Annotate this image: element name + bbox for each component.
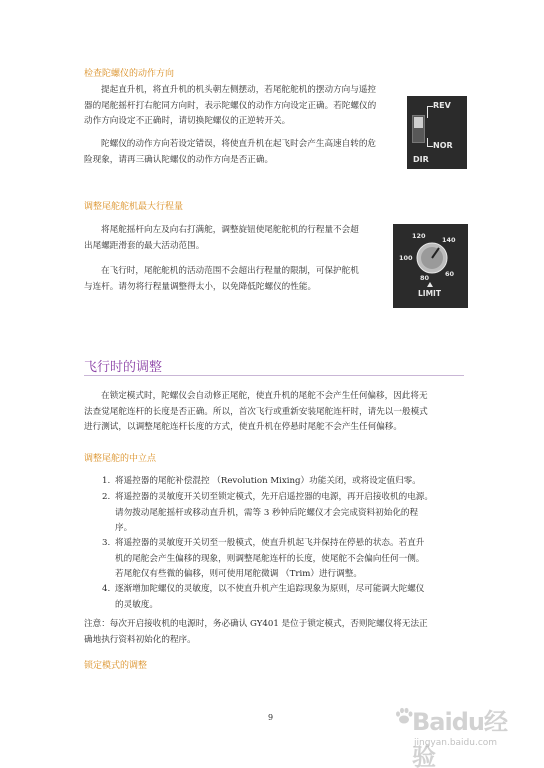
section-heading-lock-mode: 锁定模式的调整 [84,661,148,671]
list-item-number: 3. [102,538,111,548]
dial-tick-80: 80 [420,274,430,282]
list-item-number: 2. [102,492,111,502]
paragraph-gyro-direction-warning [84,137,404,168]
text-line: 注意：每次开启接收机的电源时，务必确认 GY401 是位于锁定模式，否则陀螺仪将无法正 [84,619,428,629]
paragraph-note [84,617,464,648]
text-line: 逐渐增加陀螺仪的灵敏度，以不使直升机产生追踪现象为原则，尽可能调大陀螺仪 [115,584,425,594]
paw-icon [394,706,414,726]
text-line: 与连杆。请勿将行程量调整得太小，以免降低陀螺仪的性能。 [84,281,317,292]
text-line: 若尾舵仅有些微的偏移，则可使用尾舵微调 （Trim）进行调整。 [115,569,362,579]
text-line: 在锁定模式时，陀螺仪会自动修正尾舵，使直升机的尾舵不会产生任何偏移，因此将无 [101,391,428,401]
paragraph-gyro-direction [84,83,404,130]
text-line: 请勿拨动尾舵摇杆或移动直升机，需等 3 秒钟后陀螺仪才会完成资料初始化的程 [115,507,419,518]
switch-leader-line [427,106,428,118]
dial-label-limit: LIMIT [418,289,441,298]
text-line: 将遥控器的灵敏度开关切至一般模式，使直升机起飞并保持在停悬的状态。若直升 [115,538,425,548]
text-line: 法查觉尾舵连杆的长度是否正确。所以，首次飞行或重新安装尾舵连杆时，请先以一般模式 [84,406,428,417]
chapter-title-rule [84,375,464,376]
list-item-number: 1. [102,476,111,486]
text-line: 器的尾舵摇杆打右舵同方向时，表示陀螺仪的动作方向设定正确。若陀螺仪的 [84,100,377,111]
text-line: 序。 [115,523,133,533]
text-line: 在飞行时，尾舵舵机的活动范围不会超出行程量的限制，可保护舵机 [101,266,359,276]
switch-label-nor: NOR [433,141,453,150]
paragraph-flight-adjustment [84,389,464,436]
dial-tick-60: 60 [445,270,455,278]
list-item-number: 4. [102,584,111,594]
watermark [394,702,514,768]
text-line: 确地执行资料初始化的程序。 [84,634,196,645]
text-line: 陀螺仪的动作方向若设定错误，将使直升机在起飞时会产生高速自转的危 [101,139,377,149]
watermark-url: jingyan.baidu.com [414,738,498,748]
paragraph-servo-travel [84,223,394,254]
text-line: 将尾舵摇杆向左及向右打满舵，调整旋钮使尾舵舵机的行程量不会超 [101,225,359,235]
watermark-logo: Baidu经验 [412,708,507,768]
text-line: 的灵敏度。 [115,599,158,610]
text-line: 将遥控器的尾舵补偿混控 （Revolution Mixing）功能关闭，或将设定值归零。 [115,476,421,486]
paragraph-servo-travel-note [84,264,394,295]
text-line: 出尾螺距滑套的最大活动范围。 [84,240,205,251]
text-line: 险现象，请再三确认陀螺仪的动作方向是否正确。 [84,154,274,165]
dial-knob-icon [415,241,449,275]
switch-label-dir: DIR [413,155,429,164]
switch-knob [414,117,423,128]
section-heading-servo-travel: 调整尾舵舵机最大行程量 [84,202,184,212]
dial-tick-140: 140 [442,236,456,244]
dial-arrow-icon [427,282,433,287]
switch-leader-line [427,138,428,146]
section-heading-gyro-direction: 检查陀螺仪的动作方向 [84,69,175,79]
dial-tick-120: 120 [412,232,426,240]
dial-tick-100: 100 [399,254,413,262]
rev-nor-switch-image [407,96,467,169]
text-line: 动作方向设定不正确时，请切换陀螺仪的正逆转开关。 [84,116,291,126]
limit-dial-image [393,224,468,308]
text-line: 提起直升机，将直升机的机头朝左侧摆动，若尾舵舵机的摆动方向与遥控 [101,85,377,95]
text-line: 将遥控器的灵敏度开关切至锁定模式，先开启遥控器的电源，再开启接收机的电源。 [115,492,433,502]
chapter-title: 飞行时的调整 [84,360,163,375]
text-line: 机的尾舵会产生偏移的现象，则调整尾舵连杆的长度，使尾舵不会偏向任何一侧。 [115,553,425,564]
switch-label-rev: REV [433,101,451,110]
text-line: 进行测试，以调整尾舵连杆长度的方式，使直升机在停悬时尾舵不会产生任何偏移。 [84,422,402,432]
page-number: 9 [268,713,274,722]
section-heading-neutral-point: 调整尾舵的中立点 [84,454,157,464]
